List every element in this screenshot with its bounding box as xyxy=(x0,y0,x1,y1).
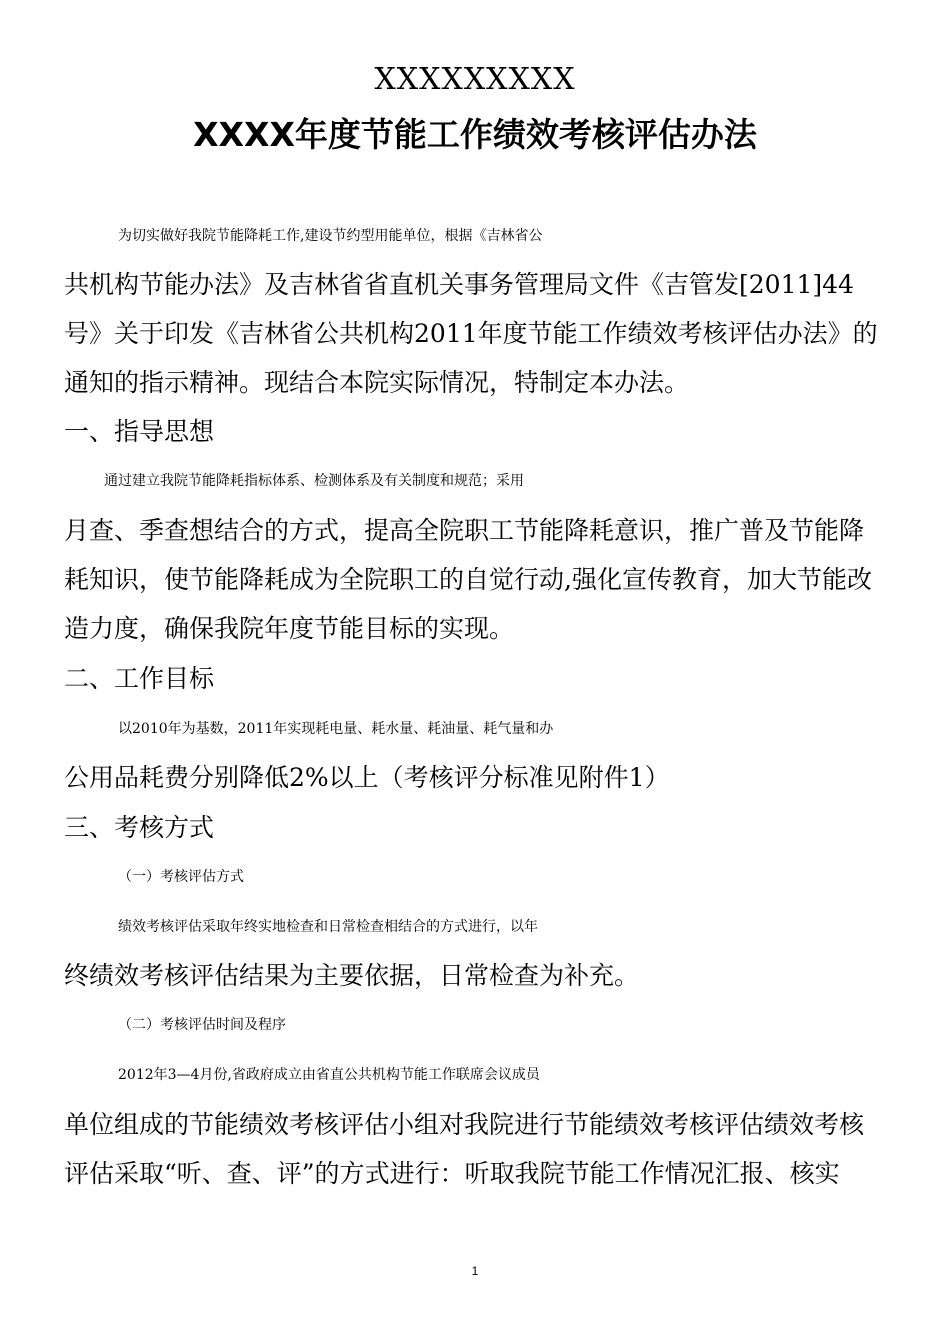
paragraph-goal-line-1: 以2010年为基数，2011年实现耗电量、耗水量、耗油量、耗气量和办 xyxy=(118,721,554,737)
paragraph-intro-line-4: 通知的指示精神。现结合本院实际情况，特制定本办法。 xyxy=(64,368,690,397)
paragraph-procedure-line-3: 评估采取“听、查、评”的方式进行：听取我院节能工作情况汇报、核实 xyxy=(64,1159,840,1188)
document-title: XXXX年度节能工作绩效考核评估办法 xyxy=(193,115,757,154)
subsection-heading-time-procedure: （二）考核评估时间及程序 xyxy=(118,1017,286,1033)
paragraph-intro-line-1: 为切实做好我院节能降耗工作,建设节约型用能单位，根据《吉林省公 xyxy=(118,228,543,244)
paragraph-procedure-line-1: 2012年3—4月份,省政府成立由省直公共机构节能工作联席会议成员 xyxy=(118,1067,540,1083)
section-heading-guiding-idea: 一、指导思想 xyxy=(64,417,215,446)
paragraph-intro-line-3: 号》关于印发《吉林省公共机构2011年度节能工作绩效考核评估办法》的 xyxy=(64,319,878,348)
section-heading-work-goal: 二、工作目标 xyxy=(64,664,215,693)
paragraph-intro-line-2: 共机构节能办法》及吉林省省直机关事务管理局文件《吉管发[2011]44 xyxy=(64,270,854,299)
page-number: 1 xyxy=(471,1264,479,1278)
paragraph-method-line-2: 终绩效考核评估结果为主要依据，日常检查为补充。 xyxy=(64,961,640,990)
paragraph-method-line-1: 绩效考核评估采取年终实地检查和日常检查相结合的方式进行，以年 xyxy=(118,919,538,935)
paragraph-guiding-line-3: 耗知识，使节能降耗成为全院职工的自觉行动,强化宣传教育，加大节能改 xyxy=(64,565,872,594)
subsection-heading-assessment-method: （一）考核评估方式 xyxy=(118,869,244,885)
paragraph-guiding-line-2: 月查、季查想结合的方式，提高全院职工节能降耗意识，推广普及节能降 xyxy=(64,516,865,545)
paragraph-guiding-line-1: 通过建立我院节能降耗指标体系、检测体系及有关制度和规范；采用 xyxy=(104,473,524,489)
document-heading: XXXXXXXXX xyxy=(374,62,576,97)
paragraph-goal-line-2: 公用品耗费分别降低2%以上（考核评分标准见附件1） xyxy=(64,763,670,792)
paragraph-guiding-line-4: 造力度，确保我院年度节能目标的实现。 xyxy=(64,614,515,643)
section-heading-assessment-method: 三、考核方式 xyxy=(64,813,215,842)
paragraph-procedure-line-2: 单位组成的节能绩效考核评估小组对我院进行节能绩效考核评估绩效考核 xyxy=(64,1110,865,1139)
